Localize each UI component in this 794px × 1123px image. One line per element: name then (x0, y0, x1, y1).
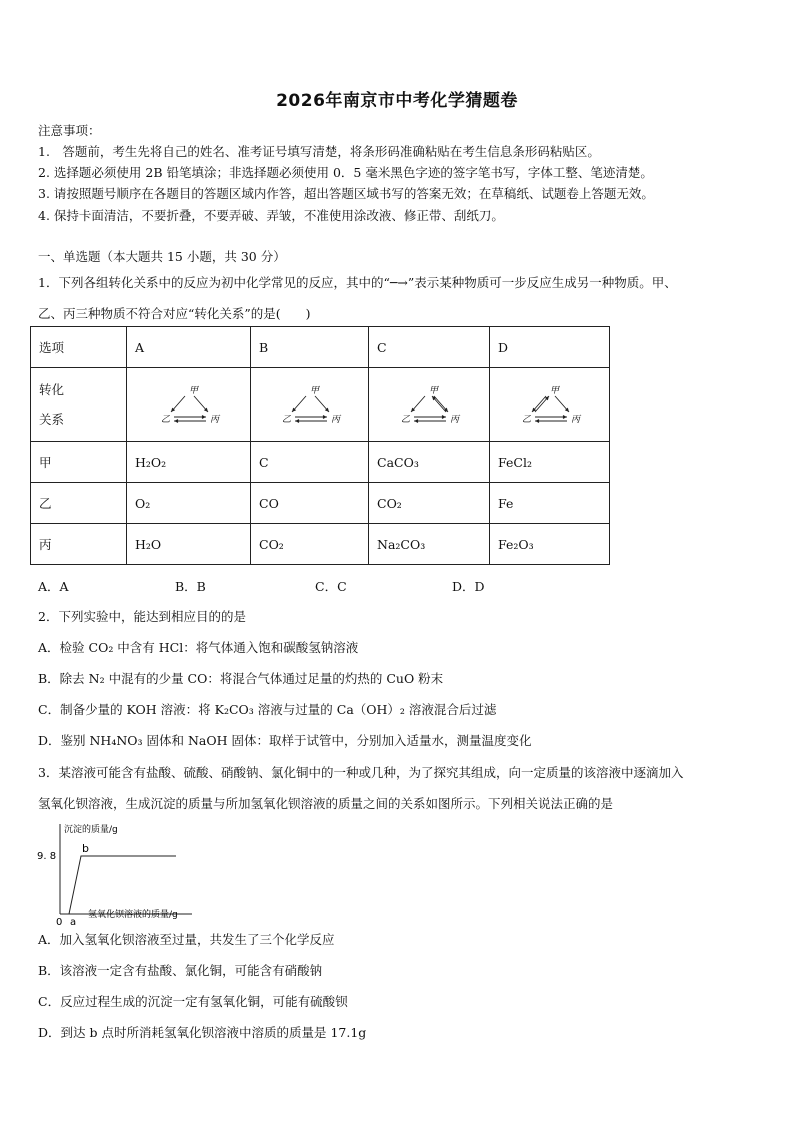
table-cell: H₂O₂ (127, 442, 251, 483)
note-item: 2. 选择题必须使用 2B 铅笔填涂；非选择题必须使用 0．5 毫米黑色字迹的签字笔书写，字体工整、笔迹清楚。 (38, 165, 653, 180)
page-title: 2026年南京市中考化学猜题卷 (276, 91, 518, 111)
question-3-option-B: B．该溶液一定含有盐酸、氯化铜，可能含有硝酸钠 (38, 963, 323, 978)
diagram-arrow (194, 396, 208, 412)
table-cell: CaCO₃ (369, 442, 490, 483)
diagram-node-label: 乙 (160, 414, 170, 425)
diagram-arrow (414, 419, 446, 423)
question-3-stem-line2: 氢氧化钡溶液，生成沉淀的质量与所加氢氧化钡溶液的质量之间的关系如图所示。下列相关说法正确的是 (38, 796, 614, 811)
table-row (31, 442, 610, 483)
conversion-diagram (275, 382, 345, 428)
conversion-diagram (154, 382, 224, 428)
diagram-node-label: 丙 (330, 414, 340, 425)
conversion-diagram (515, 382, 585, 428)
diagram-arrow (414, 415, 446, 419)
question-3-option-D: D．到达 b 点时所消耗氢氧化钡溶液中溶质的质量是 17.1g (38, 1025, 367, 1040)
table-cell: H₂O (127, 524, 251, 565)
relation-diagram-D (490, 368, 610, 442)
origin-label: 0 (56, 917, 63, 926)
diagram-arrow (532, 396, 546, 412)
diagram-arrow (432, 396, 446, 412)
question-3-option-A: A．加入氢氧化钡溶液至过量，共发生了三个化学反应 (38, 932, 335, 947)
question-3-stem-line1: 3．某溶液可能含有盐酸、硫酸、硝酸钠、氯化铜中的一种或几种，为了探究其组成，向一定质量的该溶液中逐滴加入 (38, 765, 684, 780)
relation-label (31, 368, 127, 442)
diagram-node-label: 甲 (188, 385, 198, 396)
table-header-cell: A (127, 327, 251, 368)
relation-diagram-A (127, 368, 251, 442)
relation-diagram-B (251, 368, 369, 442)
diagram-arrow (295, 415, 327, 419)
diagram-node-label: 甲 (309, 385, 319, 396)
diagram-arrow (315, 396, 329, 412)
question-2-stem: 2．下列实验中，能达到相应目的的是 (38, 609, 246, 624)
diagram-arrow (174, 415, 206, 419)
diagram-node-label: 甲 (429, 385, 439, 396)
table-cell: Fe (490, 483, 610, 524)
table-header-cell: C (369, 327, 490, 368)
conversion-diagram (394, 382, 464, 428)
diagram-arrow (295, 419, 327, 423)
diagram-node-label: 乙 (281, 414, 291, 425)
diagram-node-label: 乙 (521, 414, 531, 425)
point-b-label: b (82, 842, 89, 855)
diagram-arrow (535, 419, 567, 423)
diagram-node-label: 丙 (570, 414, 580, 425)
section-heading: 一、单选题（本大题共 15 小题，共 30 分） (38, 249, 286, 264)
table-header-cell: D (490, 327, 610, 368)
answer-option-D: D．D (452, 579, 485, 594)
question-1-stem-line1: 1．下列各组转化关系中的反应为初中化学常见的反应，其中的“─→”表示某种物质可一步反应生成另一种物质。甲、 (38, 275, 677, 290)
row-label: 丙 (31, 524, 127, 565)
diagram-arrow (555, 396, 569, 412)
table-header-cell: 选项 (31, 327, 127, 368)
note-item: 3. 请按照题号顺序在各题目的答题区域内作答，超出答题区域书写的答案无效；在草稿纸、试题卷上答题无效。 (38, 186, 654, 201)
relation-label-line2: 关系 (39, 411, 65, 427)
diagram-arrow (174, 419, 206, 423)
diagram-node-label: 丙 (209, 414, 219, 425)
diagram-arrow (434, 396, 448, 412)
row-label: 乙 (31, 483, 127, 524)
notes-heading: 注意事项： (38, 123, 101, 138)
diagram-arrow (171, 396, 185, 412)
note-item: 4. 保持卡面清洁，不要折叠，不要弄破、弄皱，不准使用涂改液、修正带、刮纸刀。 (38, 208, 504, 223)
table-cell: Fe₂O₃ (490, 524, 610, 565)
diagram-arrow (292, 396, 306, 412)
table-cell: CO₂ (369, 483, 490, 524)
table-cell: C (251, 442, 369, 483)
point-a-label: a (70, 917, 77, 926)
question-1-table (30, 326, 610, 565)
question-2-option-A: A．检验 CO₂ 中含有 HCl：将气体通入饱和碳酸氢钠溶液 (38, 640, 359, 655)
diagram-arrow (411, 396, 425, 412)
x-axis-label: 氢氧化钡溶液的质量/g (88, 910, 178, 920)
question-2-option-B: B．除去 N₂ 中混有的少量 CO：将混合气体通过足量的灼热的 CuO 粉末 (38, 671, 444, 686)
relation-label-line1: 转化 (39, 381, 65, 397)
question-2-option-D: D．鉴别 NH₄NO₃ 固体和 NaOH 固体：取样于试管中，分别加入适量水，测量温度变化 (38, 733, 532, 748)
table-row (31, 483, 610, 524)
diagram-arrow (535, 415, 567, 419)
question-2-option-C: C．制备少量的 KOH 溶液：将 K₂CO₃ 溶液与过量的 Ca（OH）₂ 溶液混合后过滤 (38, 702, 497, 717)
row-label: 甲 (31, 442, 127, 483)
question-3-option-C: C．反应过程生成的沉淀一定有氢氧化铜，可能有硫酸钡 (38, 994, 348, 1009)
table-row-relation (31, 368, 610, 442)
diagram-node-label: 丙 (450, 414, 460, 425)
table-header-row (31, 327, 610, 368)
y-value-label: 9. 8 (37, 851, 57, 862)
table-cell: O₂ (127, 483, 251, 524)
relation-diagram-C (369, 368, 490, 442)
table-cell: CO (251, 483, 369, 524)
answer-option-A: A．A (38, 579, 69, 594)
table-cell: Na₂CO₃ (369, 524, 490, 565)
note-item: 1. 答题前，考生先将自己的姓名、准考证号填写清楚，将条形码准确粘贴在考生信息条形码粘贴区。 (38, 144, 600, 159)
diagram-arrow (535, 396, 549, 412)
table-cell: FeCl₂ (490, 442, 610, 483)
table-row (31, 524, 610, 565)
table-cell: CO₂ (251, 524, 369, 565)
precipitate-curve (69, 856, 176, 914)
table-header-cell: B (251, 327, 369, 368)
diagram-node-label: 甲 (549, 385, 559, 396)
diagram-node-label: 乙 (401, 414, 411, 425)
question-1-stem-line2: 乙、丙三种物质不符合对应“转化关系”的是( ) (38, 306, 311, 321)
y-axis-label: 沉淀的质量/g (64, 825, 118, 835)
answer-option-C: C．C (315, 579, 347, 594)
answer-option-B: B．B (175, 579, 206, 594)
precipitate-graph (36, 816, 196, 926)
